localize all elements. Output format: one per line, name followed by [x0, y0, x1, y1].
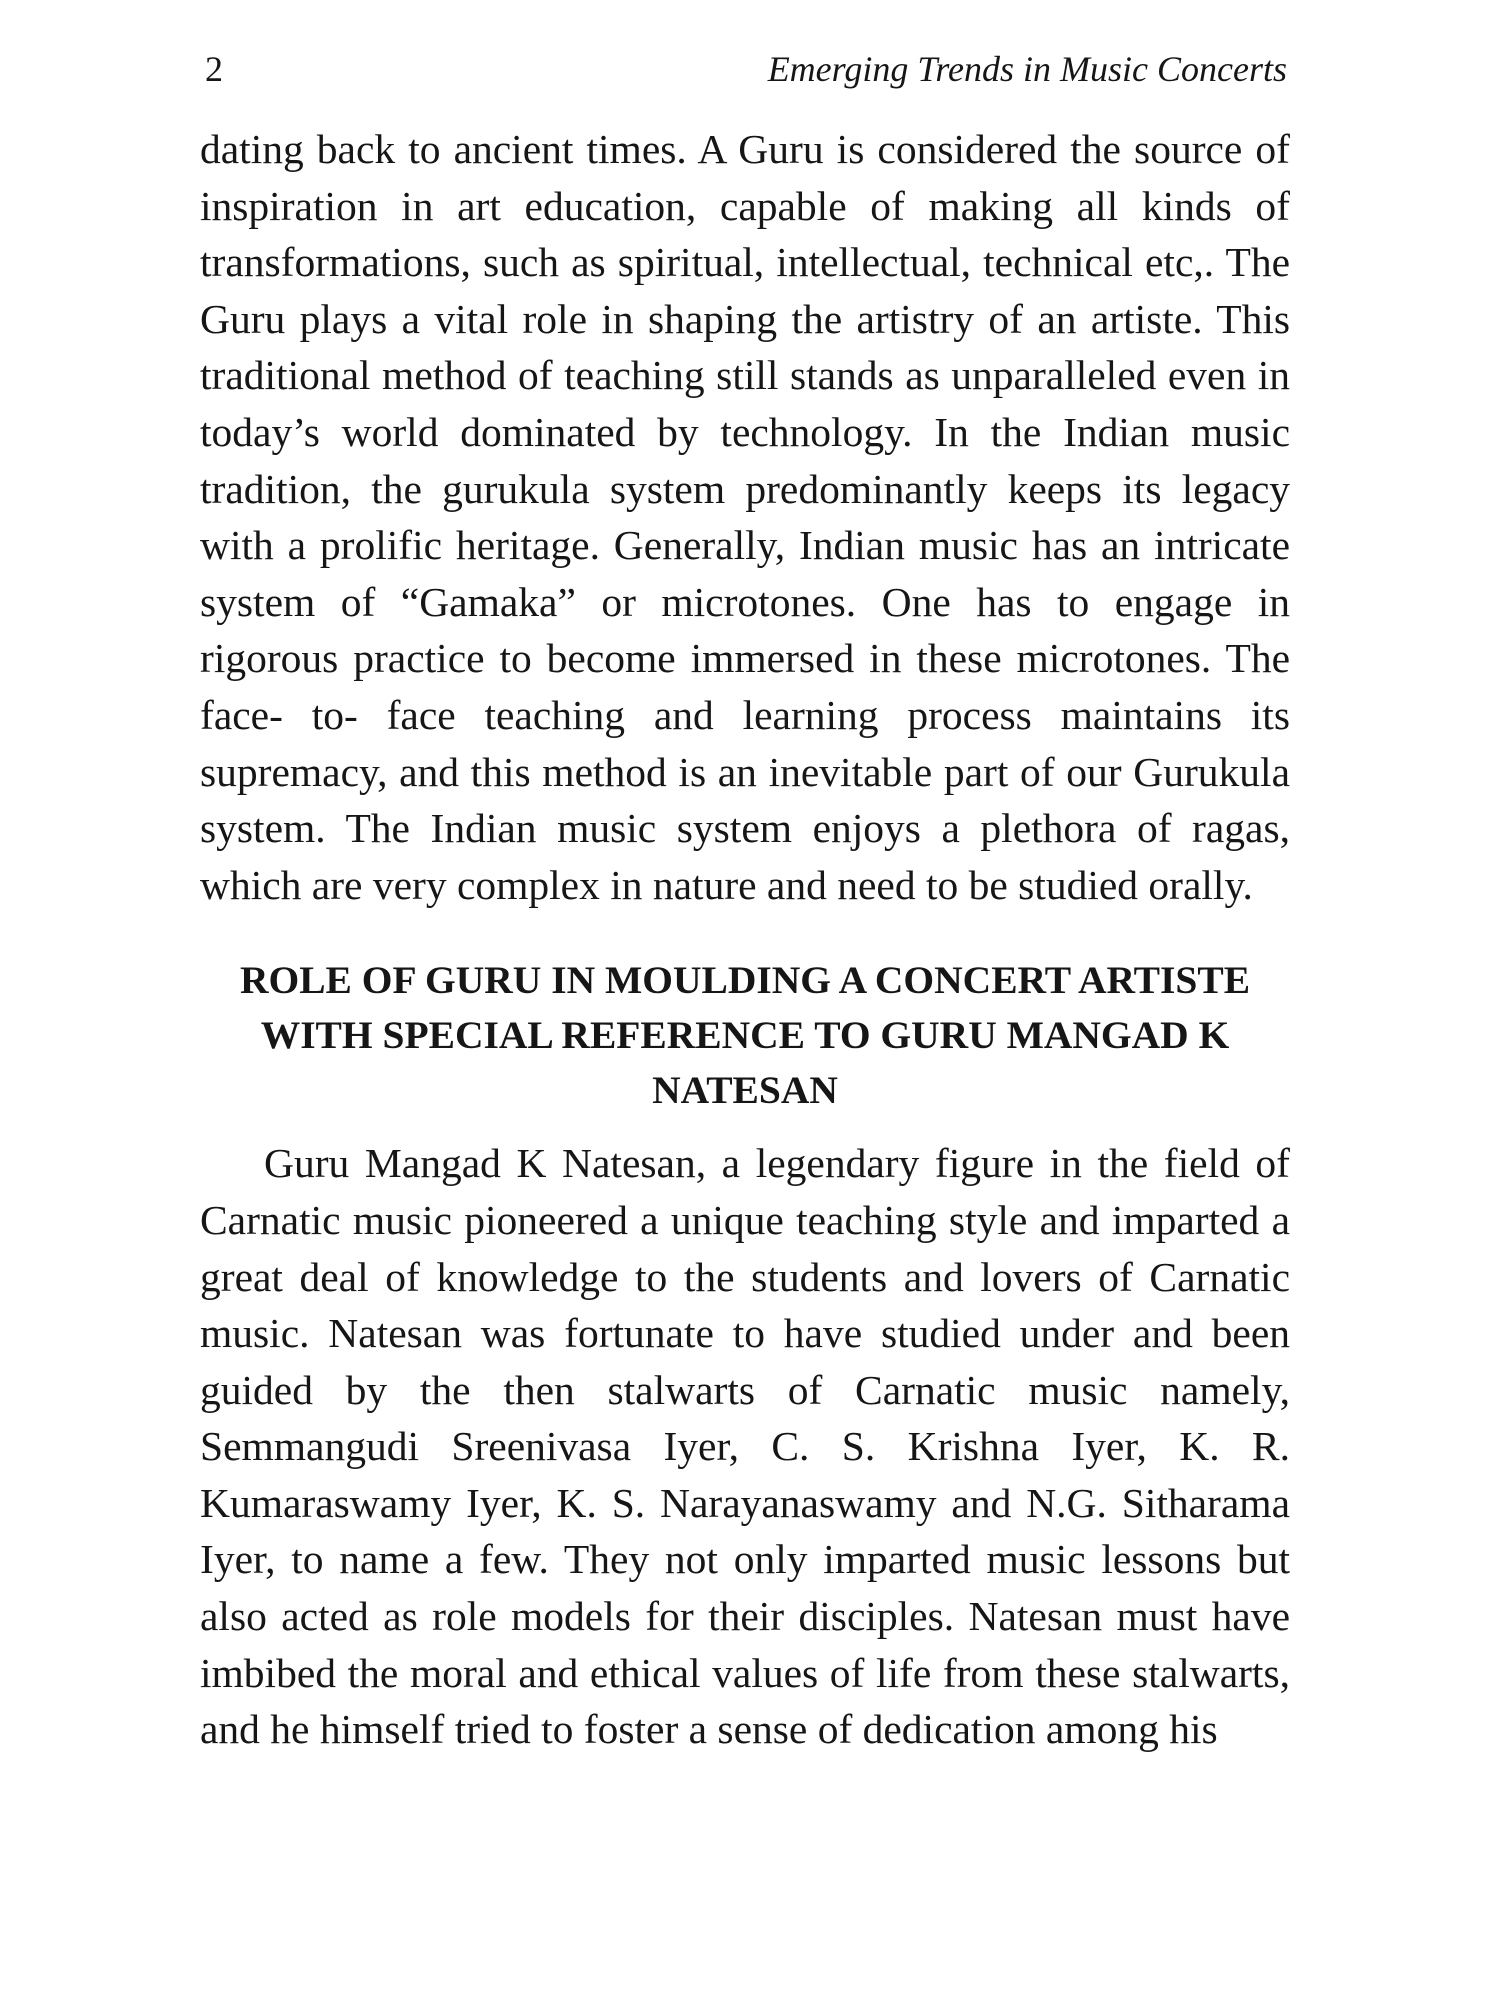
- paragraph-2: Guru Mangad K Natesan, a legendary figure in the field of Carnatic music pioneered a unique teaching style and imparted a great deal of knowledge to the students and lovers of Carnatic music. Natesan was fortunate to have studied under and been guided by the then stalwarts of Carnatic music namely, Semmangudi Sreenivasa Iyer, C. S. Krishna Iyer, K. R. Kumaraswamy Iyer, K. S. Narayanaswamy and N.G. Sitharama Iyer, to name a few. They not only imparted music lessons but also acted as role models for their disciples. Natesan must have imbibed the moral and ethical values of life from these stalwarts, and he himself tried to foster a sense of dedication among his: [200, 1140, 1290, 1753]
- section-heading: ROLE OF GURU IN MOULDING A CONCERT ARTISTE WITH SPECIAL REFERENCE TO GURU MANGAD K NATESAN: [239, 958, 1251, 1113]
- book-title: Emerging Trends in Music Concerts: [767, 49, 1287, 89]
- book-page: [200, 40, 1290, 1758]
- paragraph-1: dating back to ancient times. A Guru is considered the source of inspiration in art education, capable of making all kinds of transformations, such as spiritual, intellectual, technical etc,. The Guru plays a vital role in shaping the artistry of an artiste. This traditional method of teaching still stands as unparalleled even in today’s world dominated by technology. In the Indian music tradition, the gurukula system predominantly keeps its legacy with a prolific heritage. Generally, Indian music has an intricate system of “Gamaka” or microtones. One has to engage in rigorous practice to become immersed in these microtones. The face- to- face teaching and learning process maintains its supremacy, and this method is an inevitable part of our Gurukula system. The Indian music system enjoys a plethora of ragas, which are very complex in nature and need to be studied orally.: [200, 126, 1290, 908]
- running-header: [200, 40, 1290, 104]
- page-number: 2: [205, 49, 223, 89]
